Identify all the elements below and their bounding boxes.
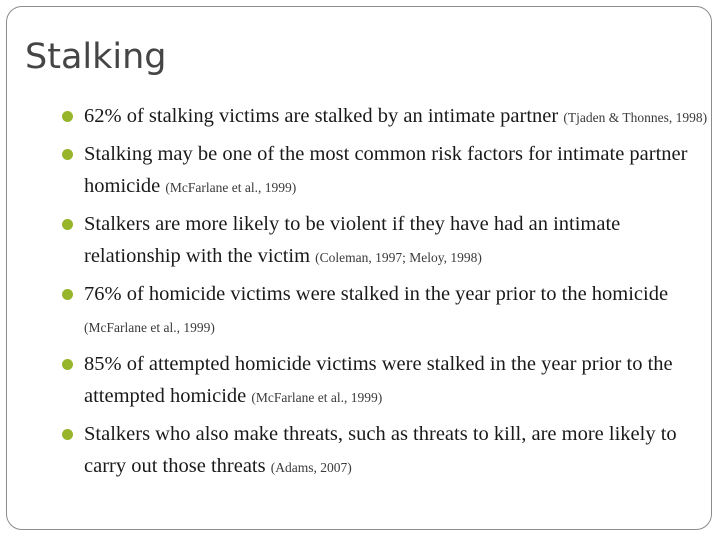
- bullet-citation: (McFarlane et al., 1999): [165, 180, 297, 195]
- bullet-item: [59, 418, 709, 484]
- bullet-text: Stalkers are more likely to be violent if they have had an intimate relationship with the victim: [84, 213, 621, 267]
- bullet-item: [59, 100, 709, 134]
- bullet-citation: (McFarlane et al., 1999): [251, 390, 383, 405]
- bullet-dot-icon: [62, 111, 73, 122]
- bullet-text: Stalking may be one of the most common risk factors for intimate partner homicide: [84, 143, 688, 197]
- bullet-text: 76% of homicide victims were stalked in the year prior to the homicide: [84, 283, 669, 305]
- slide: [6, 6, 712, 530]
- bullet-citation: (McFarlane et al., 1999): [84, 320, 215, 335]
- bullet-text: 62% of stalking victims are stalked by an intimate partner: [84, 105, 564, 127]
- bullet-item: [59, 208, 709, 274]
- bullet-item: [59, 278, 709, 344]
- bullet-dot-icon: [62, 359, 73, 370]
- bullet-citation: (Coleman, 1997; Meloy, 1998): [315, 250, 482, 265]
- slide-title: Stalking: [25, 37, 167, 77]
- bullet-citation: (Tjaden & Thonnes, 1998): [563, 110, 708, 125]
- bullet-list: [59, 100, 709, 488]
- bullet-citation: (Adams, 2007): [270, 460, 352, 475]
- bullet-dot-icon: [62, 429, 73, 440]
- bullet-text: 85% of attempted homicide victims were stalked in the year prior to the attempted homicide: [84, 353, 673, 407]
- bullet-dot-icon: [62, 149, 73, 160]
- bullet-dot-icon: [62, 289, 73, 300]
- bullet-text: Stalkers who also make threats, such as threats to kill, are more likely to carry out those threats: [84, 423, 677, 477]
- bullet-dot-icon: [62, 219, 73, 230]
- bullet-item: [59, 348, 709, 414]
- bullet-item: [59, 138, 709, 204]
